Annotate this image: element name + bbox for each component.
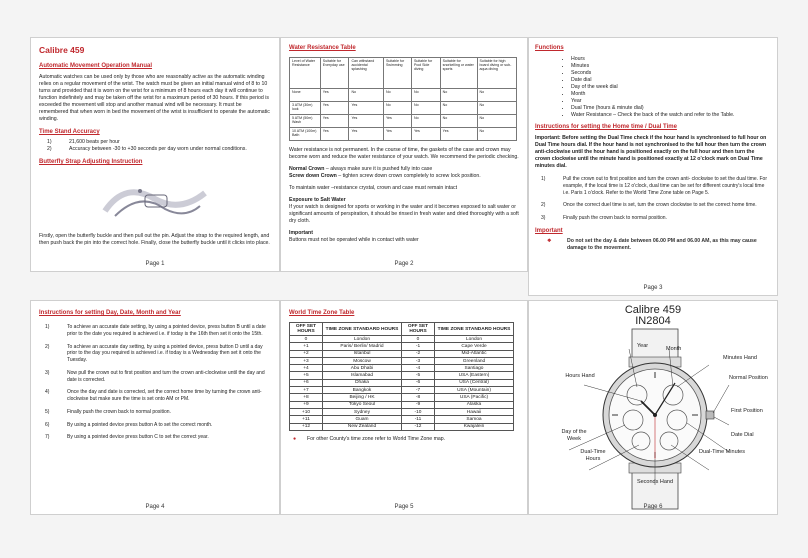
table-row: +7 Bangkok -7 USA (Mountain) [290,387,514,394]
bullet-icon: ● [293,435,297,442]
table-row: +4 Abu Dhabi -4 Santiago [290,365,514,372]
table-header-row [290,58,517,89]
list-item: 2) To achieve an accurate day setting, by using a pointed device, press button D until a day prior to the day you required is achieved i.e. if today is a Wednesday then set it onto the Tuesday. [45,343,263,363]
salt-water-paragraph: If your watch is designed for sports or working in the water and it becomes exposed to salt water or significant amounts of perspiration, it should be rinsed in fresh water and dried thoroughly with a soft dry cloth. [289,204,519,225]
page-number: Page 3 [643,285,663,291]
table-row: +9 Tokyo Seoul -9 Alaska [290,401,514,408]
list-item: • Day of the week dial [571,84,771,91]
list-item: 2) Accuracy between -30 to +30 seconds per day worn under normal conditions. [47,146,247,153]
maintain-line: To maintain water –resistance crystal, crown and case must remain intact [289,185,458,192]
table-row: +6 Dhaka -6 USA (Central) [290,379,514,386]
section-heading: Important [535,227,563,234]
header-cell: TIME ZONE STANDARD HOURS [323,323,402,336]
list-item: 1) To achieve an accurate date setting, by using a pointed device, press button B until a date prior to the date you required is achieved i.e. if today is the 16th then set it onto the 15th. [45,324,266,337]
header-cell: Suitable for snorkelling or water sports [440,58,477,89]
water-resistance-table [289,57,517,141]
dual-time-steps [535,176,771,222]
header-cell: Suitable for Pool Side diving [411,58,440,89]
table-header-row [290,323,514,336]
section-heading: Automatic Movement Operation Manual [39,63,153,69]
warning-note: ❖ Do not set the day & date between 06.00 PM and 06.00 AM, as this may cause damage to the movement. [535,238,771,252]
list-item: • Water Resistance – Check the back of the watch and refer to the Table. [571,112,771,119]
section-heading: Instructions for setting Day, Date, Month and Year [39,310,181,316]
page-title: Calibre 459 [39,45,85,55]
label-dual-time-hours: Dual-Time Hours [580,449,606,462]
important-text: Buttons must not be operated while in contact with water [289,237,419,244]
diamond-bullet-icon: ❖ [547,237,552,244]
manual-page-4 [30,300,280,515]
page-number: Page 5 [394,504,414,510]
butterfly-buckle-illustration [100,171,210,231]
list-item: 3) Now pull the crown out to first position and turn the crown anti-clockwise until the day and date is corrected. [45,369,265,383]
normal-crown-line: Normal Crown – always make sure it is pushed fully into case [289,166,433,173]
table-row: 3 ATM (30m) look Yes Yes No No No No [290,102,517,115]
label-day-of-week: Day of the Week [561,429,587,442]
header-cell: OFF SET HOURS [402,323,435,336]
label-year: Year [637,343,649,349]
table-row: +10 Sydney -10 Hawaii [290,408,514,415]
date-setting-steps [39,324,271,441]
time-zone-note: ● For other County's time zone refer to World Time Zone map. [289,436,519,443]
list-item: 1) Pull the crown out to first position and turn the crown anti- clockwise to set the dual time. For example, if the local time is 12 o'clock, dual time can be set for different country's local time i.e. Paris 1 o'clock. Refer to the World Time Zone table on Page 5. [541,176,767,196]
list-item: • Minutes [571,63,771,70]
table-row: +1 Paris/ Berlin/ Madrid -1 Cape Verde [290,343,514,350]
label-hours-hand: Hours Hand [565,373,595,379]
table-row: +8 Beijing / HK -8 USA (Pacific) [290,394,514,401]
strap-instruction: Firstly, open the butterfly buckle and then pull out the pin. Adjust the strap to the required length, and then push back the pin into the correct hole. Finally, close the butterfly buckle until it clicks into place. [39,233,270,247]
label-minutes-hand: Minutes Hand [723,355,757,361]
manual-page-5 [280,300,528,515]
section-heading: World Time Zone Table [289,310,355,316]
manual-page-1 [30,37,280,272]
screw-crown-line: Screw down Crown – tighten screw down crown completely to screw lock position. [289,173,481,180]
table-row: 10 ATM (100m) Bath Yes Yes Yes Yes Yes No [290,128,517,141]
header-cell: OFF SET HOURS [290,323,323,336]
section-heading: Butterfly Strap Adjusting Instruction [39,159,143,166]
manual-page-2 [280,37,528,272]
table-row: +2 Istanbul -2 Mid-Atlantic [290,350,514,357]
table-row: +12 New Zealand -12 Kwajalein [290,423,514,430]
table-row: 5 ATM (50m) Wash Yes Yes Yes No No No [290,115,517,128]
water-resistance-paragraph: Water resistance is not permanent. In the course of time, the gaskets of the case and crown may become worn and reduce the water resistance of your watch. We recommend the periodic checking. [289,147,519,161]
header-cell: TIME ZONE STANDARD HOURS [435,323,514,336]
header-cell: Suitable for Swimming [383,58,411,89]
list-item: • Date dial [571,77,771,84]
manual-page-3 [528,37,778,296]
list-item: • Month [571,91,771,98]
table-row: +11 Guam -11 Samoa [290,416,514,423]
section-heading: Instructions for setting the Home time / Dual Time [535,124,677,131]
list-item: 5) Finally push the crown back to normal position. [45,408,171,415]
list-item: 6) By using a pointed device press button A to set the correct month. [45,421,213,428]
list-item: • Dual Time (hours & minute dial) [571,105,771,112]
table-row: 0 London 0 London [290,336,514,343]
functions-list [535,56,771,119]
page-number: Page 6 [643,504,663,510]
page-number: Page 2 [394,261,414,267]
list-item: • Hours [571,56,771,63]
world-time-zone-table [289,322,514,431]
list-item: 4) Once the day and date is corrected, set the correct home time by turning the crown anti-clockwise but make sure the time is set onto AM or PM. [45,389,262,402]
page-number: Page 4 [145,504,165,510]
model-number: IN2804 [635,315,671,327]
section-heading: Functions [535,45,564,51]
list-item: 2) Once the correct duel time is set, turn the crown clockwise to set the correct home time. [541,202,757,209]
list-item: 3) Finally push the crown back to normal position. [541,215,667,222]
label-month: Month [666,346,682,352]
table-row: +3 Moscow -3 Greenland [290,357,514,364]
important-heading: Important [289,230,313,237]
table-row: None Yes No No No No No [290,89,517,102]
label-first-position: First Position [731,408,763,414]
header-cell: Suitable for high board diving or sub-aqua diving [477,58,517,89]
list-item: • Seconds [571,70,771,77]
section-heading: Time Stand Accuracy [39,129,100,136]
header-cell: Can withstand accidental splashing [349,58,384,89]
list-item: 1) 21,600 beats per hour [47,139,120,146]
manual-page-6 [528,300,778,515]
section-heading: Water Resistance Table [289,45,356,51]
watch-diagram [529,325,778,515]
header-cell: Suitable for Everyday use [320,58,349,89]
label-date-dial: Date Dial [731,432,754,438]
table-row: +5 Islamabad -5 USA (Eastern) [290,372,514,379]
label-seconds-hand: Seconds Hand [636,479,674,485]
intro-paragraph: Automatic watches can be used only by those who are reasonably active as the automatic winding relies on a regular movement of the wrist. The watch must be given an initial manual wind of 8 to 10 turns and provided that it is worn on the wrist for a minimum of 8 hours each day it will continue to function indefinitely and may be taken off the wrist for a maximum period of 30 hours. If this period is exceeded the movement will stop and another manual wind will be necessary. It must be remembered that when worn in bed the movement of the wrist is insufficient to operate the automatic winding. [39,74,270,123]
diagram-title: Calibre 459 [624,304,682,316]
label-dual-time-minutes: Dual-Time Minutes [699,449,745,455]
header-cell: Level of Water Resistance [290,58,321,89]
important-paragraph: Important: Before setting the Dual Time check if the hour hand is synchronised to full hour on Dual Time hours dial. If the hour hand is not synchronised to the full hour then turn the crown anti-clockwise until the hour hand is positioned exactly on the full hour and then turn the crown clockwise until the minute hand is positioned exactly at 12 o'clock mark on Dual Time minutes dial. [535,135,767,170]
salt-water-heading: Exposure to Salt Water [289,197,346,204]
page-number: Page 1 [145,261,165,267]
label-normal-position: Normal Position [729,375,768,381]
list-item: 7) By using a pointed device press button C to set the correct year. [45,434,209,441]
list-item: • Year [571,98,771,105]
